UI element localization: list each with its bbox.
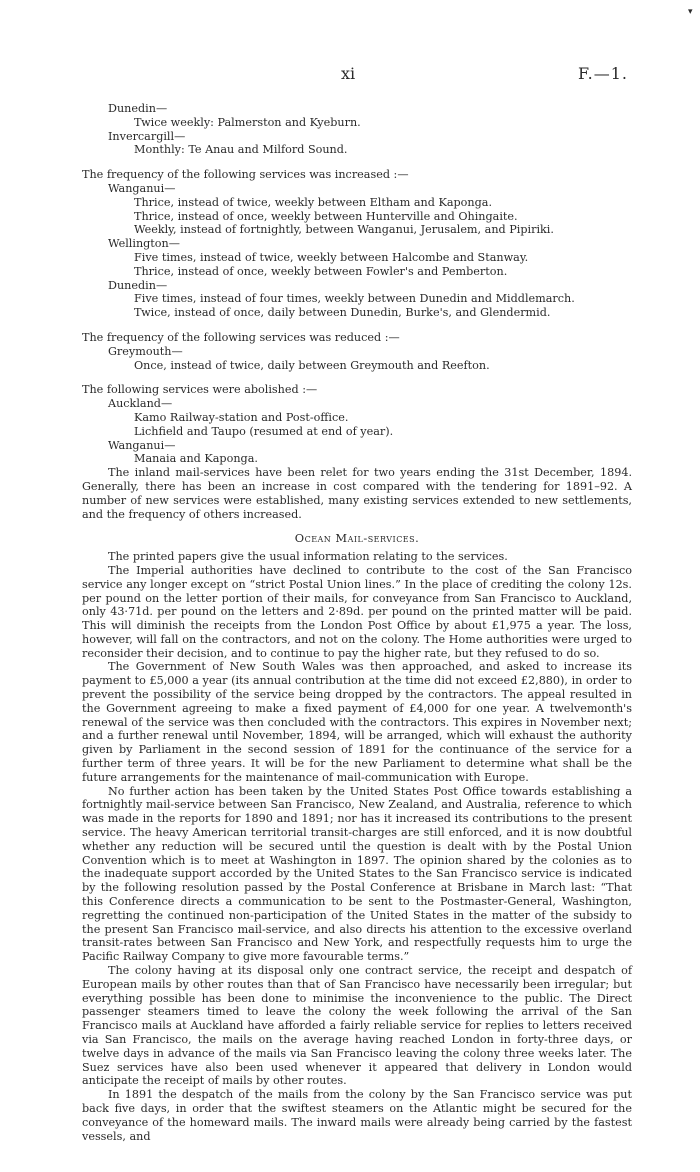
region-label: Auckland— (108, 397, 173, 411)
ocean-paragraph: The Government of New South Wales was then approached, and asked to increase its payment to £5,000 a year (its annual contribution at the time did not exceed £2,880), in order to prevent the possibility of the service being dropped by the contractors. The appeal resulted in the Government agreeing to make a fixed payment of £4,000 for one year. A twelvemonth's renewal of the service was then concluded with the contractors. This expires in November next; and a further renewal until November, 1894, will be arranged, which will exhaust the authority given by Parliament in the second session of 1891 for the continuance of the service for a further term of three years. It will be for the new Parliament to determine what shall be the future arrangements for the maintenance of mail-communication with Europe. (82, 660, 632, 784)
region-label: Greymouth— (108, 344, 183, 358)
page-header (0, 64, 700, 86)
ocean-paragraph: The Imperial authorities have declined to contribute to the cost of the San Francisco service any longer except on “strict Postal Union lines.” In the place of crediting the colony 12s. per pound on the letter portion of their mails, for conveyance from San Francisco to Auckland, only 43·71d. per pound on the letters and 2·89d. per pound on the printed matter will be paid. This will diminish the receipts from the London Post Office by about £1,975 a year. The loss, however, will fall on the contractors, and not on the colony. The Home authorities were urged to reconsider their decision, and to continue to pay the higher rate, but they refused to do so. (82, 563, 632, 660)
corner-mark: ▾ (688, 7, 693, 17)
region-label: Wanganui— (108, 438, 176, 452)
page-body (82, 102, 632, 1143)
reduced-heading: The frequency of the following services was reduced :— (82, 330, 400, 344)
service-item: Monthly: Te Anau and Milford Sound. (134, 143, 348, 157)
increased-heading: The frequency of the following services was increased :— (82, 168, 409, 182)
service-item: Weekly, instead of fortnightly, between Wanganui, Jerusalem, and Pipiriki. (134, 223, 554, 237)
service-item: Lichfield and Taupo (resumed at end of year). (134, 424, 394, 438)
service-item: Five times, instead of four times, weekly between Dunedin and Middlemarch. (134, 292, 575, 306)
service-item: Twice, instead of once, daily between Dunedin, Burke's, and Glendermid. (134, 306, 551, 320)
ocean-paragraph: The colony having at its disposal only one contract service, the receipt and despatch of European mails by other routes than that of San Francisco have necessarily been irregular; but everything possible has been done to minimise the inconvenience to the public. The Direct passenger steamers timed to leave the colony the week following the arrival of the San Francisco mails at Auckland have afforded a fairly reliable service for replies to letters received via San Francisco, the mails on the average having reached London in forty-three days, or twelve days in advance of the mails via San Francisco leaving the colony three weeks later. The Suez services have also been used whenever it appeared that delivery in London would anticipate the receipt of mails by other routes. (82, 964, 632, 1088)
service-item: Once, instead of twice, daily between Greymouth and Reefton. (134, 358, 490, 372)
section-heading-ocean-mail: Ocean Mail-services. (294, 531, 420, 546)
region-label: Invercargill— (108, 129, 186, 143)
region-label: Wellington— (108, 237, 180, 251)
abolished-heading: The following services were abolished :— (82, 383, 318, 397)
inland-services-paragraph: The inland mail-services have been relet for two years ending the 31st December, 1894. Generally, there has been an increase in cost compared with the tendering for 1891–92. A number of new services were established, many existing services extended to new settlements, and the frequency of others increased. (82, 466, 632, 521)
service-item: Manaia and Kaponga. (134, 452, 258, 466)
service-item: Thrice, instead of once, weekly between Hunterville and Ohingaite. (134, 209, 518, 223)
service-item: Five times, instead of twice, weekly between Halcombe and Stanway. (134, 250, 529, 264)
ocean-paragraph: In 1891 the despatch of the mails from the colony by the San Francisco service was put back five days, in order that the swiftest steamers on the Atlantic might be secured for the conveyance of the homeward mails. The inward mails were already being carried by the fastest vessels, and (82, 1088, 632, 1143)
document-code: F.—1. (578, 64, 628, 83)
service-item: Twice weekly: Palmerston and Kyeburn. (134, 115, 361, 129)
service-item: Thrice, instead of once, weekly between Fowler's and Pemberton. (134, 264, 508, 278)
ocean-paragraph: No further action has been taken by the United States Post Office towards establishing a fortnightly mail-service between San Francisco, New Zealand, and Australia, reference to which was made in the reports for 1890 and 1891; nor has it increased its contributions to the present service. The heavy American territorial transit-charges are still enforced, and it is now doubtful whether any reduction will be secured until the question is dealt with by the Postal Union Convention which is to meet at Washington in 1897. The opinion shared by the colonies as to the inadequate support accorded by the United States to the San Francisco service is indicated by the following resolution passed by the Postal Conference at Brisbane in March last: “That this Conference directs a communication to be sent to the Postmaster-General, Washington, regretting the continued non-participation of the United States in the matter of the subsidy to the present San Francisco mail-service, and also directs his attention to the excessive overland transit-rates between San Francisco and New York, and respectfully requests him to urge the Pacific Railway Company to give more favourable terms.” (82, 784, 632, 964)
ocean-paragraph: The printed papers give the usual information relating to the services. (108, 550, 508, 564)
page-number: xi (341, 64, 356, 83)
service-item: Kamo Railway-station and Post-office. (134, 410, 349, 424)
region-label: Wanganui— (108, 181, 176, 195)
region-label: Dunedin— (108, 102, 168, 115)
service-item: Thrice, instead of twice, weekly between Eltham and Kaponga. (134, 195, 492, 209)
region-label: Dunedin— (108, 278, 168, 292)
